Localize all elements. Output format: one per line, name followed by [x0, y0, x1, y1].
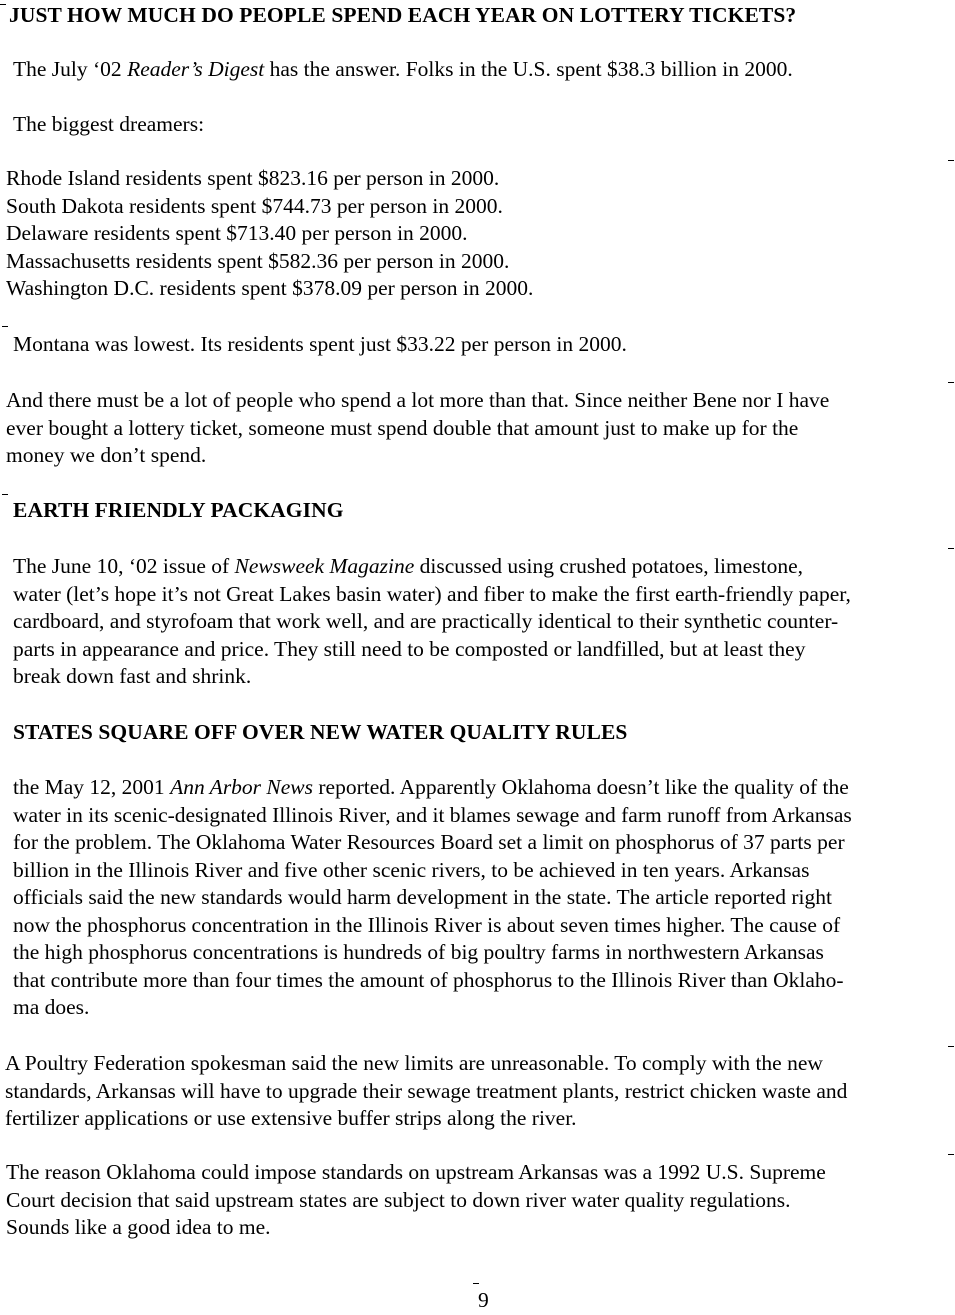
margin-tick — [0, 4, 6, 5]
poultry-paragraph: A Poultry Federation spokesman said the new limits are unreasonable. To comply with the new standards, Arkansas will have to upgrade their sewage treatment plants, restrict chicken waste and fertilizer applications or use extensive buffer strips along the river. — [5, 1051, 848, 1130]
lottery-heading: JUST HOW MUCH DO PEOPLE SPEND EACH YEAR ON LOTTERY TICKETS? — [9, 3, 797, 27]
source-ann-arbor-news: Ann Arbor News — [170, 775, 314, 799]
margin-tick — [948, 548, 954, 549]
source-newsweek: Newsweek Magazine — [234, 554, 415, 578]
margin-tick — [948, 1046, 954, 1047]
list-item: South Dakota residents spent $744.73 per person in 2000. — [6, 193, 503, 218]
packaging-paragraph: The June 10, ‘02 issue of Newsweek Magazine discussed using crushed potatoes, limestone, water (let’s hope it’s not Great Lakes basin water) and fiber to make the first earth-friendly paper, cardboard, and styrofoam that work well, and are practically identical to their synthetic counter- parts in appearance and price. They still need to be composted or landfilled, but at least they break down fast and shrink. — [13, 554, 851, 688]
lottery-intro: The July ‘02 Reader’s Digest has the answer. Folks in the U.S. spent $38.3 billion in 2000. — [13, 57, 793, 81]
list-item: Delaware residents spent $713.40 per person in 2000. — [6, 221, 468, 245]
margin-tick — [2, 494, 8, 495]
state-spending-list — [6, 165, 533, 303]
list-item: Rhode Island residents spent $823.16 per person in 2000. — [6, 166, 500, 190]
margin-tick — [948, 160, 954, 161]
page-number: 9 — [478, 1288, 489, 1312]
lottery-comment: And there must be a lot of people who spend a lot more than that. Since neither Bene nor I have ever bought a lottery ticket, someone must spend double that amount just to make up for the money we don’t spend. — [6, 388, 830, 467]
list-item: Washington D.C. residents spent $378.09 per person in 2000. — [6, 276, 534, 300]
water-heading: STATES SQUARE OFF OVER NEW WATER QUALITY RULES — [13, 720, 628, 744]
list-item: Massachusetts residents spent $582.36 per person in 2000. — [6, 248, 510, 273]
packaging-heading: EARTH FRIENDLY PACKAGING — [13, 498, 344, 522]
source-readers-digest: Reader’s Digest — [127, 57, 265, 81]
reason-paragraph: The reason Oklahoma could impose standards on upstream Arkansas was a 1992 U.S. Supreme Court decision that said upstream states are subject to down river water quality regulations. Sounds like a good idea to me. — [6, 1160, 826, 1239]
water-paragraph: the May 12, 2001 Ann Arbor News reported. Apparently Oklahoma doesn’t like the quality of the water in its scenic-designated Illinois River, and it blames sewage and farm runoff from Arkansas for the problem. The Oklahoma Water Resources Board set a limit on phosphorus of 37 parts per billion in the Illinois River and five other scenic rivers, to be achieved in ten years. Arkansas officials said the new standards would harm development in the state. The article reported right now the phosphorus concentration in the Illinois River is about seven times higher. The cause of the high phosphorus concentrations is hundreds of big poultry farms in northwestern Arkansas that contribute more than four times the amount of phosphorus to the Illinois River than Oklaho- ma does. — [13, 775, 852, 1019]
margin-tick — [473, 1283, 479, 1284]
biggest-dreamers-label: The biggest dreamers: — [13, 112, 205, 136]
margin-tick — [948, 382, 954, 383]
margin-tick — [2, 326, 8, 327]
lottery-lowest: Montana was lowest. Its residents spent just $33.22 per person in 2000. — [13, 332, 627, 356]
margin-tick — [948, 1154, 954, 1155]
